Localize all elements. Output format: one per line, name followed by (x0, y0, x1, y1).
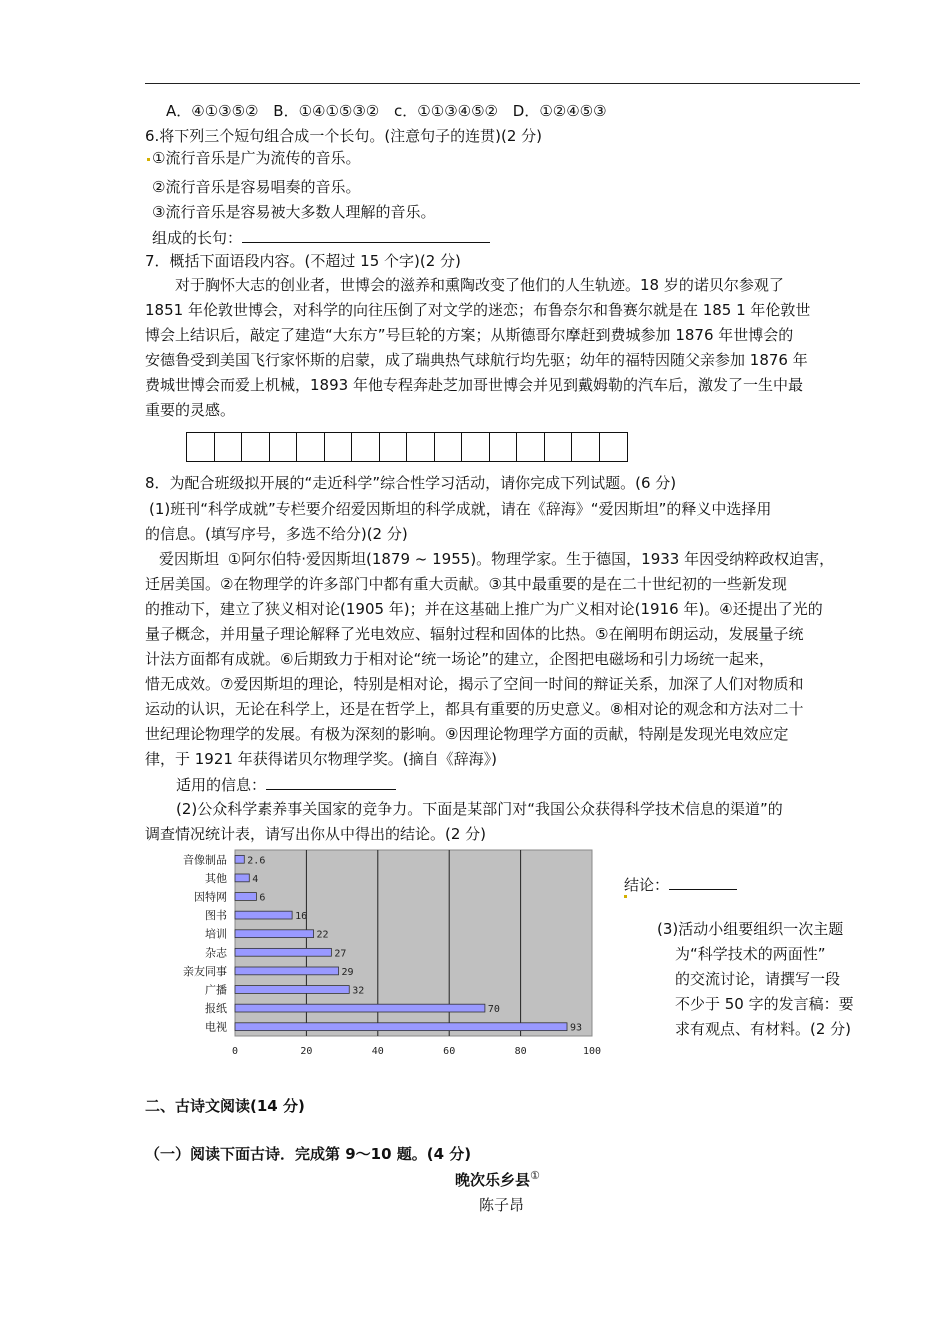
entry-line: 律，于 1921 年获得诺贝尔物理学奖。(摘自《辞海》) (145, 750, 497, 768)
passage-line: 费城世博会而爱上机械，1893 年他专程奔赴芝加哥世博会并见到戴姆勒的汽车后，激发了一生中最 (145, 376, 803, 394)
answer-box[interactable] (462, 433, 490, 461)
q6-answer-label: 组成的长句： (152, 229, 243, 247)
q7-answer-boxes[interactable] (186, 432, 628, 462)
category-label: 其他 (205, 871, 227, 885)
answer-box[interactable] (572, 433, 600, 461)
option-d: D．①②④⑤③ (512, 102, 607, 120)
q8-part2-line: (2)公众科学素养事关国家的竞争力。下面是某部门对“我国公众获得科学技术信息的渠道”的 (176, 800, 783, 818)
q6-sentence-2: ②流行音乐是容易唱奏的音乐。 (152, 178, 361, 196)
section2-heading: 二、古诗文阅读(14 分) (145, 1097, 305, 1115)
x-tick-label: 0 (231, 1046, 239, 1057)
entry-head: 爱因斯坦 (159, 550, 220, 568)
entry-line: 迁居美国。②在物理学的许多部门中都有重大贡献。③其中最重要的是在二十世纪初的一些新发现 (145, 575, 787, 593)
answer-box[interactable] (380, 433, 408, 461)
bar (235, 874, 249, 882)
section2-sub1: （一）阅读下面古诗．完成第 9～10 题。(4 分) (145, 1145, 472, 1163)
q8-part3-line: 不少于 50 字的发言稿：要 (675, 995, 854, 1013)
answer-box[interactable] (435, 433, 463, 461)
conclusion-line[interactable] (669, 873, 737, 890)
q6-prompt: 6.将下列三个短句组合成一个长句。(注意句子的连贯)(2 分) (145, 127, 543, 145)
bar (235, 986, 349, 994)
entry-line: 的推动下，建立了狭义相对论(1905 年)；并在这基础上推广为广义相对论(1916 年)。④还提出了光的 (145, 600, 823, 618)
category-label: 培训 (205, 927, 227, 941)
q8-part3 (657, 917, 867, 1042)
passage-line: 重要的灵感。 (145, 401, 236, 419)
q8-part1 (145, 497, 861, 547)
poem-author: 陈子昂 (479, 1196, 525, 1214)
marker-dot (624, 895, 627, 898)
poem-title-text: 晚次乐乡县 (455, 1171, 531, 1189)
q8-part3-line: (3)活动小组要组织一次主题 (657, 920, 844, 938)
entry-line: 惜无成效。⑦爱因斯坦的理论，特别是相对论，揭示了空间一时间的辩证关系，加深了人们对物质和 (145, 675, 804, 693)
entry-line (145, 547, 861, 572)
answer-box[interactable] (325, 433, 353, 461)
passage-line: 对于胸怀大志的创业者，世博会的滋养和熏陶改变了他们的人生轨迹。18 岁的诺贝尔参观了 (175, 276, 784, 294)
data-label: 27 (334, 948, 347, 960)
x-tick-label: 60 (443, 1046, 456, 1057)
q8-part1-line: 的信息。(填写序号，多选不给分)(2 分) (145, 525, 408, 543)
q8-part1-line: (1)班刊“科学成就”专栏要介绍爱因斯坦的科学成就，请在《辞海》“爱因斯坦”的释义中选择用 (149, 500, 772, 518)
answer-box[interactable] (215, 433, 243, 461)
q6-answer-line[interactable] (242, 226, 490, 243)
category-label: 音像制品 (183, 853, 227, 867)
marker-dot (147, 158, 150, 161)
q8-part2-line: 调查情况统计表，请写出你从中得出的结论。(2 分) (145, 825, 487, 843)
answer-box[interactable] (270, 433, 298, 461)
entry-line: 量子概念，并用量子理论解释了光电效应、辐射过程和固体的比热。⑤在阐明布朗运动，发展量子统 (145, 625, 804, 643)
passage-line: 1851 年伦敦世博会，对科学的向往压倒了对文学的迷恋；布鲁奈尔和鲁赛尔就是在 185 1 年伦敦世 (145, 301, 811, 319)
q8-part2 (145, 797, 861, 847)
x-tick-label: 40 (371, 1046, 384, 1057)
category-label: 电视 (205, 1020, 227, 1034)
answer-box[interactable] (407, 433, 435, 461)
q7-passage (145, 273, 861, 423)
applicable-answer-line[interactable] (266, 773, 396, 790)
answer-box[interactable] (490, 433, 518, 461)
option-a: A．④①③⑤② (166, 102, 259, 120)
conclusion-label: 结论： (624, 876, 670, 894)
answer-box[interactable] (352, 433, 380, 461)
channel-bar-chart (165, 848, 605, 1058)
data-label: 93 (570, 1022, 583, 1034)
bar (235, 1023, 567, 1031)
category-label: 图书 (205, 909, 227, 923)
top-rule (145, 83, 860, 84)
einstein-entry (145, 547, 861, 772)
conclusion (624, 873, 737, 895)
poem-note-mark: ① (530, 1169, 540, 1182)
data-label: 22 (316, 929, 329, 941)
bar (235, 1004, 485, 1012)
answer-box[interactable] (517, 433, 545, 461)
q6-answer (152, 226, 490, 248)
category-label: 亲友同事 (183, 964, 227, 978)
x-tick-label: 100 (582, 1046, 602, 1057)
q6-sentence-1: ①流行音乐是广为流传的音乐。 (152, 149, 361, 167)
data-label: 6 (259, 892, 266, 904)
applicable-info (176, 773, 396, 795)
entry-line: 计法方面都有成就。⑥后期致力于相对论“统一场论”的建立，企图把电磁场和引力场统一起来， (145, 650, 774, 668)
q7-prompt: 7．概括下面语段内容。(不超过 15 个字)(2 分) (145, 252, 461, 270)
answer-box[interactable] (187, 433, 215, 461)
answer-box[interactable] (297, 433, 325, 461)
bar (235, 930, 314, 938)
bar (235, 911, 292, 919)
q8-part3-line: 的交流讨论，请撰写一段 (675, 970, 841, 988)
x-tick-label: 80 (514, 1046, 527, 1057)
data-label: 4 (252, 873, 259, 885)
q8-part3-line: 为“科学技术的两面性” (675, 945, 826, 963)
x-tick-label: 20 (300, 1046, 313, 1057)
data-label: 70 (487, 1004, 500, 1016)
bar (235, 948, 331, 956)
category-label: 杂志 (205, 946, 227, 960)
q8-prompt: 8．为配合班级拟开展的“走近科学”综合性学习活动，请你完成下列试题。(6 分) (145, 474, 677, 492)
passage-line: 博会上结识后，敲定了建造“大东方”号巨轮的方案；从斯德哥尔摩赶到费城参加 1876 年世博会的 (145, 326, 794, 344)
answer-box[interactable] (600, 433, 628, 461)
category-label: 报纸 (205, 1002, 227, 1016)
entry-line: 世纪理论物理学的发展。有极为深刻的影响。⑨因理论物理学方面的贡献，特剐是发现光电效应定 (145, 725, 789, 743)
option-b: B．①④①⑤③② (273, 102, 380, 120)
entry-text: ①阿尔伯特·爱因斯坦(1879 ~ 1955)。物理学家。生于德国，1933 年因受纳粹政权迫害， (227, 550, 835, 568)
q8-part3-line: 求有观点、有材料。(2 分) (675, 1020, 852, 1038)
bar (235, 855, 244, 863)
answer-box[interactable] (545, 433, 573, 461)
data-label: 2.6 (247, 855, 266, 867)
answer-box[interactable] (242, 433, 270, 461)
passage-line: 安德鲁受到美国飞行家怀斯的启蒙，成了瑞典热气球航行均先驱；幼年的福特因随父亲参加 1876 年 (145, 351, 808, 369)
bar (235, 967, 339, 975)
option-c: c．①①③④⑤② (394, 102, 498, 120)
category-label: 因特网 (194, 890, 227, 904)
data-label: 32 (352, 985, 365, 997)
poem-title (455, 1169, 540, 1190)
entry-line: 运动的认识，无论在科学上，还是在哲学上，都具有重要的历史意义。⑧相对论的观念和方法对二十 (145, 700, 804, 718)
q6-sentence-3: ③流行音乐是容易被大多数人理解的音乐。 (152, 203, 436, 221)
data-label: 29 (341, 966, 354, 978)
category-label: 广播 (205, 983, 227, 997)
chart-svg (165, 848, 605, 1058)
applicable-label: 适用的信息： (176, 776, 267, 794)
bar (235, 893, 256, 901)
data-label: 16 (295, 911, 308, 923)
q5-options (166, 100, 607, 121)
